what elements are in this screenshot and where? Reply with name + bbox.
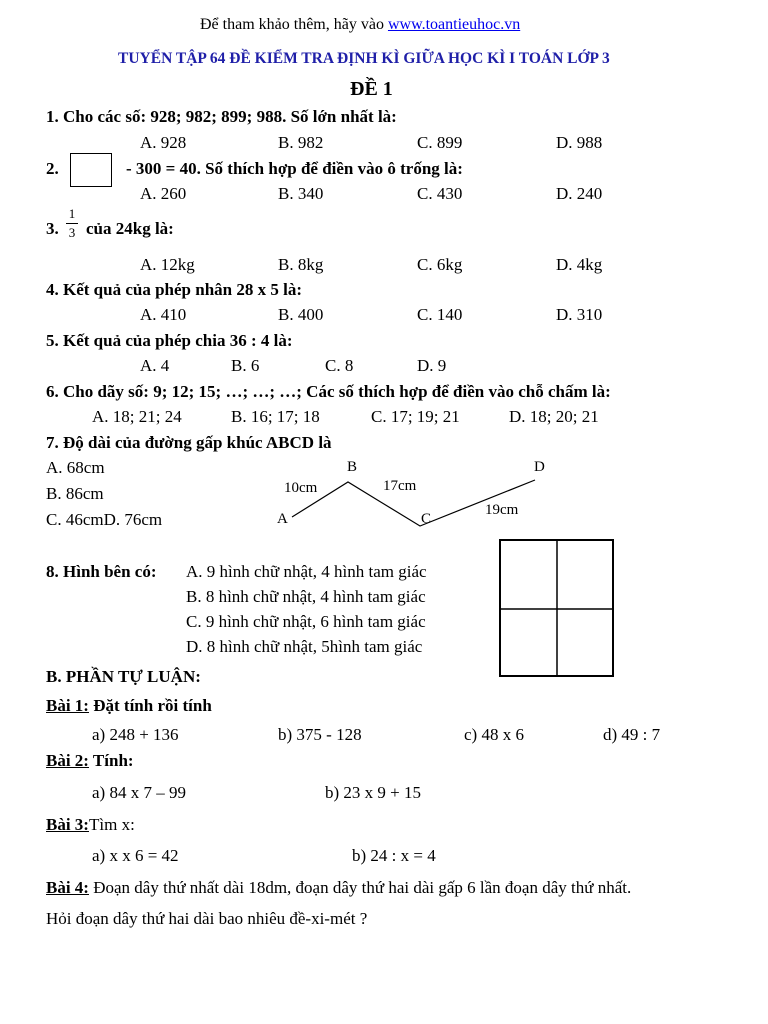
q6-option-a: A. 18; 21; 24 <box>92 407 182 426</box>
bai-4-label: Bài 4: <box>46 878 89 897</box>
q6-option-d: D. 18; 20; 21 <box>509 407 599 426</box>
bai-3-text: Tìm x: <box>88 815 135 834</box>
q2-option-a: A. 260 <box>140 184 187 203</box>
bai-4-line-1 <box>46 878 631 898</box>
q5-option-a: A. 4 <box>140 356 170 375</box>
fraction-numerator: 1 <box>68 206 76 221</box>
q1-option-a: A. 928 <box>140 133 187 152</box>
bai-3-label: Bài 3: <box>46 815 89 834</box>
segment-bc-length: 17cm <box>383 478 417 494</box>
point-label-b: B <box>347 459 358 475</box>
question-4: 4. Kết quả của phép nhân 28 x 5 là: <box>46 280 302 299</box>
bai-1-heading <box>46 696 212 716</box>
bai-1-item-d: d) 49 : 7 <box>603 725 661 744</box>
question-3-number: 3. <box>46 219 59 238</box>
fraction-denominator: 3 <box>68 225 76 240</box>
q3-option-c: C. 6kg <box>417 255 463 274</box>
bai-1-label: Bài 1: <box>46 696 89 715</box>
q8-option-a: A. 9 hình chữ nhật, 4 hình tam giác <box>186 562 427 581</box>
bai-2-item-a: a) 84 x 7 – 99 <box>92 783 186 802</box>
bai-3-heading <box>46 815 135 835</box>
q7-option-a: A. 68cm <box>46 458 105 477</box>
q5-option-b: B. 6 <box>231 356 260 375</box>
bai-1-item-c: c) 48 x 6 <box>464 725 524 744</box>
q3-option-b: B. 8kg <box>278 255 324 274</box>
bai-1-text: Đặt tính rồi tính <box>88 696 212 715</box>
q7-option-cd: C. 46cmD. 76cm <box>46 510 163 529</box>
question-1: 1. Cho các số: 928; 982; 899; 988. Số lớn nhất là: <box>46 107 397 126</box>
q5-option-d: D. 9 <box>417 356 447 375</box>
website-link[interactable]: www.toantieuhoc.vn <box>387 16 521 33</box>
q2-option-b: B. 340 <box>278 184 324 203</box>
bai-4-line-2: Hỏi đoạn dây thứ hai dài bao nhiêu đề-xi-mét ? <box>46 909 368 928</box>
q1-option-d: D. 988 <box>556 133 603 152</box>
point-label-a: A <box>277 511 288 527</box>
bai-1-item-a: a) 248 + 136 <box>92 725 179 744</box>
q6-option-c: C. 17; 19; 21 <box>371 407 460 426</box>
bai-1-item-b: b) 375 - 128 <box>278 725 362 744</box>
document-title: TUYỂN TẬP 64 ĐỀ KIỂM TRA ĐỊNH KÌ GIỮA HỌC KÌ I TOÁN LỚP 3 <box>118 50 610 67</box>
question-2-number: 2. <box>46 159 59 178</box>
bai-2-label: Bài 2: <box>46 751 89 770</box>
q6-option-b: B. 16; 17; 18 <box>231 407 320 426</box>
q1-option-c: C. 899 <box>417 133 463 152</box>
bai-2-item-b: b) 23 x 9 + 15 <box>325 783 421 802</box>
bai-2-heading <box>46 751 134 771</box>
question-3: của 24kg là: <box>86 219 174 238</box>
bai-2-text: Tính: <box>88 751 134 770</box>
part-b-title: B. PHẦN TỰ LUẬN: <box>46 667 201 686</box>
question-2: - 300 = 40. Số thích hợp để điền vào ô trống là: <box>126 159 463 178</box>
header-line <box>200 16 520 34</box>
answer-blank-box <box>70 153 112 187</box>
fraction-one-third <box>64 206 80 241</box>
question-6: 6. Cho dãy số: 9; 12; 15; …; …; …; Các số thích hợp để điền vào chỗ chấm là: <box>46 382 611 401</box>
question-5: 5. Kết quả của phép chia 36 : 4 là: <box>46 331 293 350</box>
bai-3-item-a: a) x x 6 = 42 <box>92 846 179 865</box>
segment-ab-length: 10cm <box>284 480 318 496</box>
exam-number: ĐỀ 1 <box>350 78 393 100</box>
q3-option-d: D. 4kg <box>556 255 603 274</box>
q4-option-c: C. 140 <box>417 305 463 324</box>
q8-option-d: D. 8 hình chữ nhật, 5hình tam giác <box>186 637 423 656</box>
rectangle-grid-figure <box>498 538 618 680</box>
q4-option-b: B. 400 <box>278 305 324 324</box>
q1-option-b: B. 982 <box>278 133 324 152</box>
segment-cd-length: 19cm <box>485 502 519 518</box>
q3-option-a: A. 12kg <box>140 255 195 274</box>
q5-option-c: C. 8 <box>325 356 354 375</box>
q8-option-b: B. 8 hình chữ nhật, 4 hình tam giác <box>186 587 426 606</box>
q4-option-d: D. 310 <box>556 305 603 324</box>
bai-3-item-b: b) 24 : x = 4 <box>352 846 436 865</box>
q7-option-b: B. 86cm <box>46 484 104 503</box>
q4-option-a: A. 410 <box>140 305 187 324</box>
question-7: 7. Độ dài của đường gấp khúc ABCD là <box>46 433 332 452</box>
q2-option-d: D. 240 <box>556 184 603 203</box>
point-label-d: D <box>534 459 545 475</box>
fraction-bar <box>66 223 78 224</box>
header-text: Để tham khảo thêm, hãy vào <box>200 16 388 33</box>
question-8: 8. Hình bên có: <box>46 562 157 581</box>
bai-4-text: Đoạn dây thứ nhất dài 18dm, đoạn dây thứ hai dài gấp 6 lần đoạn dây thứ nhất. <box>88 878 632 897</box>
q2-option-c: C. 430 <box>417 184 463 203</box>
q8-option-c: C. 9 hình chữ nhật, 6 hình tam giác <box>186 612 426 631</box>
point-label-c: C <box>421 511 432 527</box>
